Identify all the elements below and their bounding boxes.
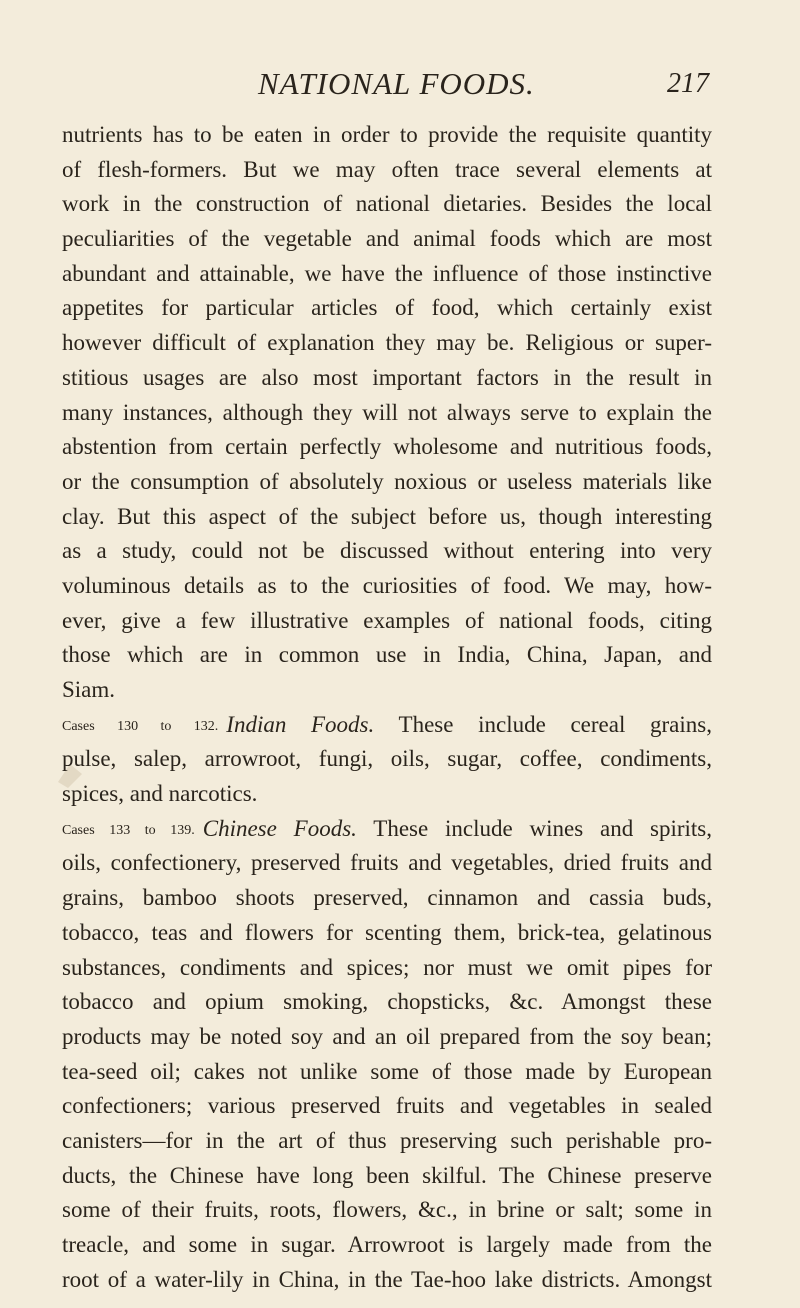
text-line: tea-seed oil; cakes not unlike some of those made by European [62, 1058, 712, 1084]
case-reference: Cases 133 to 139. [62, 822, 195, 838]
text-line: many instances, although they will not always serve to explain the [62, 399, 712, 425]
text-line: spices, and narcotics. [62, 781, 258, 807]
text-line: Siam. [62, 677, 116, 702]
text-line: work in the construction of national dietaries. Besides the local [62, 191, 712, 217]
text-line: grains, bamboo shoots preserved, cinnamon and cassia buds, [62, 885, 712, 911]
text-line: pulse, salep, arrowroot, fungi, oils, sugar, coffee, condiments, [62, 746, 712, 772]
page-number: 217 [667, 68, 709, 99]
text-line: as a study, could not be discussed without entering into very [62, 538, 712, 564]
text-line: root of a water-lily in China, in the Tae-hoo lake districts. Amongst [62, 1266, 712, 1292]
text-line: abstention from certain perfectly wholesome and nutritious foods, [62, 434, 712, 460]
body-text [62, 118, 712, 1297]
text-line: canisters—for in the art of thus preserving such perishable pro- [62, 1127, 712, 1153]
text-line: some of their fruits, roots, flowers, &c., in brine or salt; some in [62, 1197, 712, 1223]
text-line: confectioners; various preserved fruits and vegetables in sealed [62, 1093, 712, 1119]
text-span: These include wines and spirits, [373, 815, 712, 841]
text-line: of flesh-formers. But we may often trace several elements at [62, 156, 712, 182]
text-line: ever, give a few illustrative examples of national foods, citing [62, 607, 712, 633]
text-line: stitious usages are also most important factors in the result in [62, 364, 712, 390]
text-line: treacle, and some in sugar. Arrowroot is largely made from the [62, 1232, 712, 1257]
text-line: tobacco, teas and flowers for scenting them, brick-tea, gelatinous [62, 919, 712, 945]
text-line: however difficult of explanation they may be. Religious or super- [62, 330, 712, 356]
text-line: products may be noted soy and an oil prepared from the soy bean; [62, 1023, 712, 1049]
text-line: peculiarities of the vegetable and animal foods which are most [62, 226, 712, 252]
text-line: nutrients has to be eaten in order to provide the requisite quantity [62, 122, 712, 147]
text-line: substances, condiments and spices; nor must we omit pipes for [62, 954, 712, 980]
text-line: or the consumption of absolutely noxious or useless materials like [62, 468, 712, 494]
running-title: NATIONAL FOODS. [258, 66, 535, 101]
section-heading: Indian Foods. [226, 711, 375, 737]
text-line: appetites for particular articles of food, which certainly exist [62, 295, 712, 321]
text-line: those which are in common use in India, China, Japan, and [62, 642, 712, 668]
section-heading: Chinese Foods. [202, 815, 357, 841]
text-line: abundant and attainable, we have the influence of those instinctive [62, 260, 712, 286]
section-indian-first-line [62, 708, 712, 743]
case-reference: Cases 130 to 132. [62, 718, 219, 734]
text-line: oils, confectionery, preserved fruits and vegetables, dried fruits and [62, 850, 712, 876]
text-line: voluminous details as to the curiosities of food. We may, how- [62, 572, 712, 598]
text-line: ducts, the Chinese have long been skilful. The Chinese preserve [62, 1162, 712, 1188]
text-line: tobacco and opium smoking, chopsticks, &c. Amongst these [62, 989, 712, 1015]
text-span: These include cereal grains, [398, 711, 712, 737]
section-chinese-first-line [62, 812, 712, 847]
text-line: clay. But this aspect of the subject before us, though interesting [62, 503, 712, 529]
